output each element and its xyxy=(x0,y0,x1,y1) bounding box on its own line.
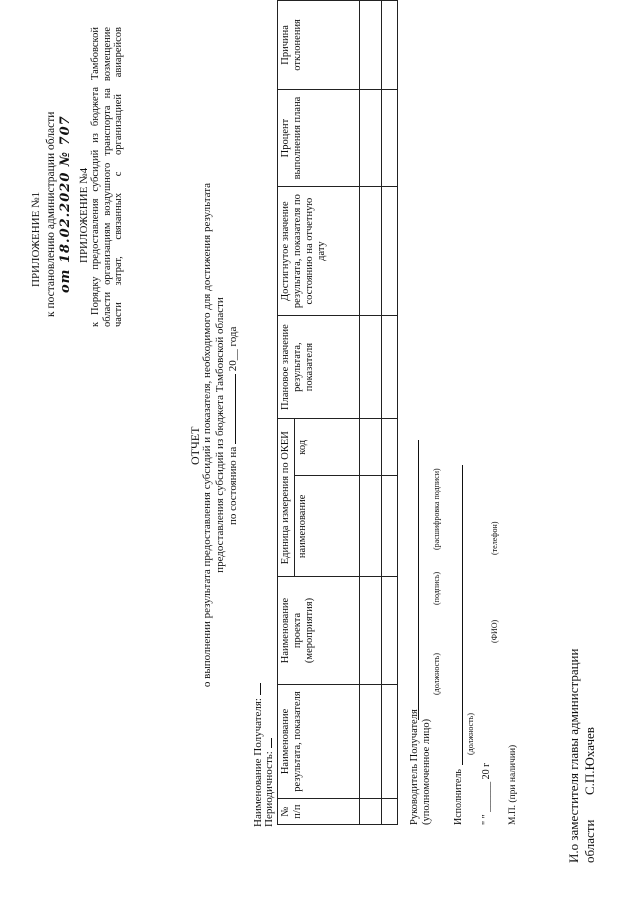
footer-position-line1: И.о заместителя главы администрации xyxy=(566,648,581,863)
table-header-row xyxy=(278,1,295,825)
appendix1-decree-line: к постановлению администрации области xyxy=(45,111,57,317)
table-row xyxy=(382,1,398,825)
col-header-planned: Плановое значение результата, показателя xyxy=(278,316,360,419)
appendix4-title: ПРИЛОЖЕНИЕ №4 xyxy=(78,167,90,263)
col-header-unit-group: Единица измерения по ОКЕИ xyxy=(278,419,295,577)
col-header-num: № п/п xyxy=(278,799,360,825)
caption-decryption: (расшифровка подписи) xyxy=(432,468,441,550)
col-header-achieved: Достигнутое значение результата, показателя по состоянию на отчетную дату xyxy=(278,187,360,316)
caption-position: (должность) xyxy=(432,653,441,695)
col-header-project: Наименование проекта (мероприятия) xyxy=(278,577,360,684)
col-header-result-name: Наименование результата, показателя xyxy=(278,684,360,799)
appendix4-text: к Порядку предоставления субсидий из бюджета Тамбовской области организациям воздушного транспорта на возмещение части затрат, связанных с организацией авиарейсов xyxy=(90,27,124,327)
report-title-line1: о выполнении результата предоставления субсидий и показателя, необходимого для достижения результата xyxy=(201,182,213,688)
date-line: " " ______ 20 г xyxy=(481,762,492,825)
report-title: ОТЧЕТ xyxy=(188,426,202,465)
executor-line xyxy=(462,465,463,765)
col-header-unit-name: наименование xyxy=(295,476,360,577)
caption-position-2: (должность) xyxy=(466,713,475,755)
table-row xyxy=(360,1,382,825)
footer-position-line2: области xyxy=(582,819,597,863)
footer-signatory-name: С.П.Юхачев xyxy=(582,727,597,795)
caption-phone: (телефон) xyxy=(490,521,499,555)
caption-fio: (ФИО) xyxy=(490,619,499,643)
executor-label: Исполнитель xyxy=(453,769,464,825)
col-header-percent: Процент выполнения плана xyxy=(278,89,360,186)
report-table xyxy=(277,0,398,825)
col-header-deviation: Причина отклонения xyxy=(278,1,360,90)
periodicity-field xyxy=(263,738,275,827)
col-header-unit-code: код xyxy=(295,419,360,476)
caption-signature: (подпись) xyxy=(432,571,441,605)
handwritten-decree-date: от 18.02.2020 № 707 xyxy=(58,115,73,293)
appendix1-title: ПРИЛОЖЕНИЕ №1 xyxy=(30,191,42,287)
head-label-line2: (уполномоченное лицо) xyxy=(421,718,432,825)
seal-note: М.П. (при наличии) xyxy=(508,744,518,825)
periodicity-label: Периодичность: xyxy=(263,751,275,827)
head-signature-line xyxy=(418,440,419,720)
report-date-line: по состоянию на 20__ года xyxy=(227,326,239,525)
head-label-line1: Руководитель Получателя xyxy=(409,709,420,825)
report-title-line2: предоставления субсидий из бюджета Тамбовской области xyxy=(214,297,226,573)
recipient-label: Наименование Получателя: xyxy=(252,698,264,827)
